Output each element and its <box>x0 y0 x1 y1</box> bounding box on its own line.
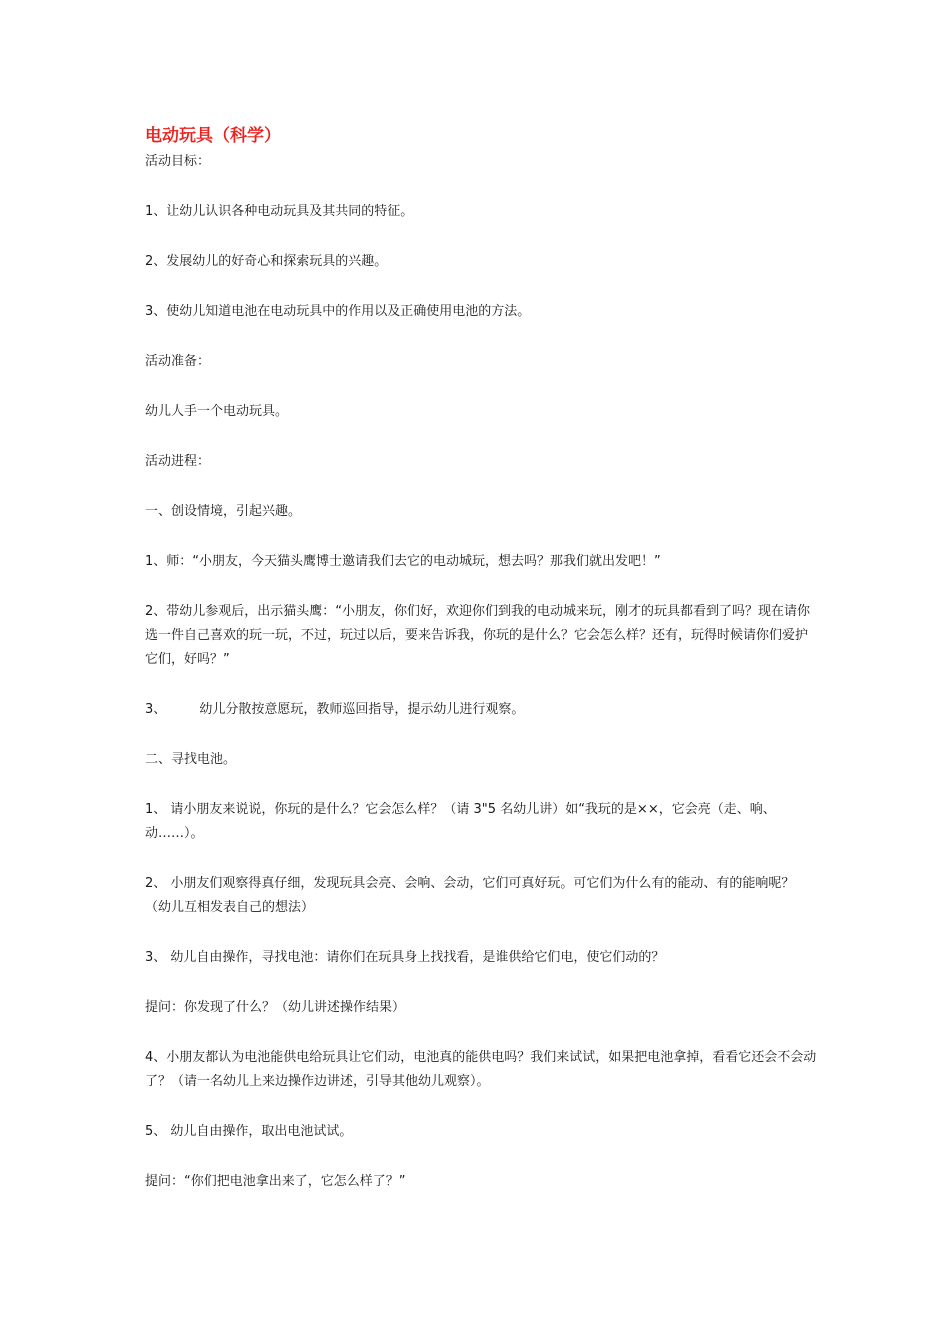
section-prep-heading: 活动准备： <box>145 354 211 369</box>
part-2-step-5: 5、 幼儿自由操作，取出电池试试。 <box>145 1124 353 1139</box>
part-2-step-4: 4、小朋友都认为电池能供电给玩具让它们动，电池真的能供电吗？我们来试试，如果把电池拿掉，看看它还会不会动了？（请一名幼儿上来边操作边讲述，引导其他幼儿观察）。 <box>145 1050 817 1089</box>
document-title: 电动玩具（科学） <box>145 126 281 146</box>
prep-item: 幼儿人手一个电动玩具。 <box>145 404 289 419</box>
goal-1: 1、让幼儿认识各种电动玩具及其共同的特征。 <box>145 204 414 219</box>
part-2-step-2: 2、 小朋友们观察得真仔细，发现玩具会亮、会响、会动，它们可真好玩。可它们为什么有的能动、有的能响呢？（幼儿互相发表自己的想法） <box>145 876 795 915</box>
part-1-heading: 一、创设情境，引起兴趣。 <box>145 504 302 519</box>
goal-2: 2、发展幼儿的好奇心和探索玩具的兴趣。 <box>145 254 388 269</box>
part-2-step-1: 1、 请小朋友来说说，你玩的是什么？它会怎么样？（请 3"5 名幼儿讲）如“我玩的是××，它会亮（走、响、动……）。 <box>145 802 776 841</box>
part-1-step-1: 1、师：“小朋友，今天猫头鹰博士邀请我们去它的电动城玩，想去吗？那我们就出发吧！” <box>145 554 661 569</box>
question-2: 提问：“你们把电池拿出来了，它怎么样了？” <box>145 1174 406 1189</box>
goal-3: 3、使幼儿知道电池在电动玩具中的作用以及正确使用电池的方法。 <box>145 304 531 319</box>
part-2-heading: 二、寻找电池。 <box>145 752 237 767</box>
section-goals-heading: 活动目标： <box>145 154 211 169</box>
part-1-step-2: 2、带幼儿参观后，出示猫头鹰：“小朋友，你们好，欢迎你们到我的电动城来玩，刚才的玩具都看到了吗？现在请你选一件自己喜欢的玩一玩，不过，玩过以后，要来告诉我，你玩的是什么？它会怎么样？还有，玩得时候请你们爱护它们，好吗？” <box>145 604 811 667</box>
document-page <box>145 124 817 1194</box>
section-process-heading: 活动进程： <box>145 454 211 469</box>
part-1-step-3: 3、 幼儿分散按意愿玩，教师巡回指导，提示幼儿进行观察。 <box>145 702 525 717</box>
question-1: 提问：你发现了什么？（幼儿讲述操作结果） <box>145 1000 406 1015</box>
part-2-step-3: 3、 幼儿自由操作，寻找电池：请你们在玩具身上找找看，是谁供给它们电，使它们动的？ <box>145 950 665 965</box>
